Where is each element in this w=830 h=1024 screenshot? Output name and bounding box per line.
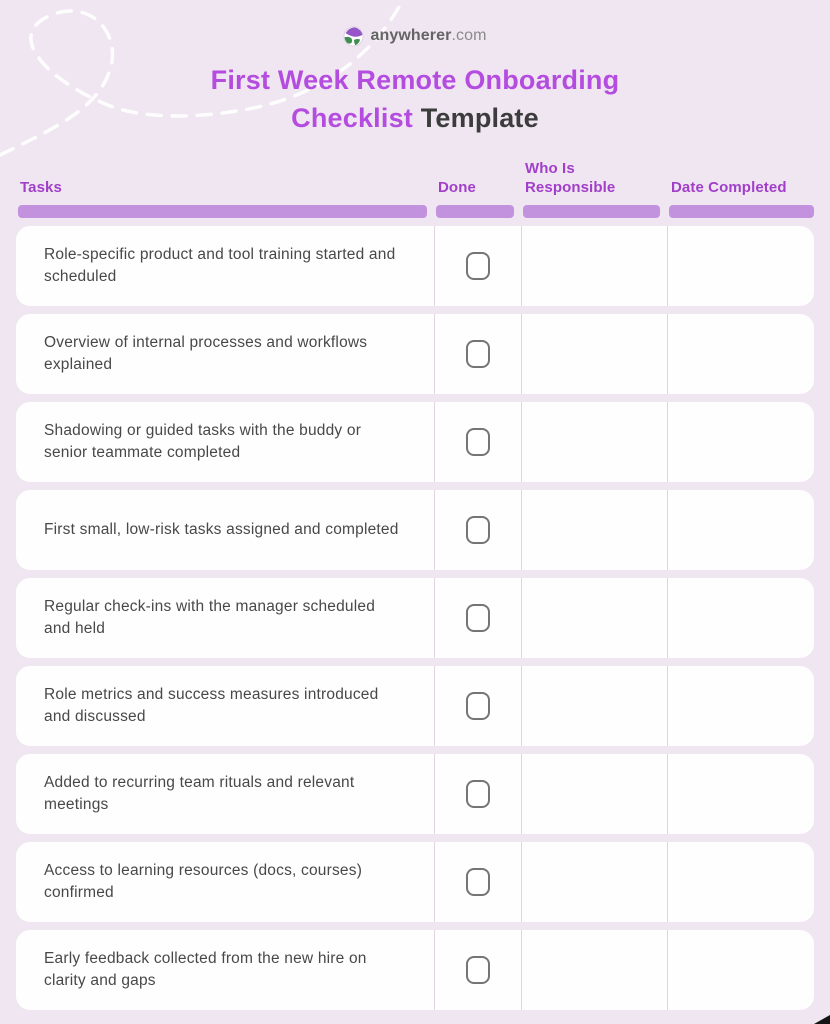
task-text: Role metrics and success measures introduced and discussed <box>44 686 379 725</box>
column-header-tasks: Tasks <box>16 159 434 218</box>
done-checkbox[interactable] <box>466 428 490 456</box>
header-bar <box>436 205 514 218</box>
brand-logo <box>0 0 830 49</box>
task-cell <box>16 402 434 482</box>
task-text: Overview of internal processes and workflows explained <box>44 334 368 373</box>
done-checkbox[interactable] <box>466 604 490 632</box>
header-bar <box>18 205 427 218</box>
done-checkbox[interactable] <box>466 868 490 896</box>
date-completed-cell[interactable] <box>667 754 814 834</box>
date-completed-cell[interactable] <box>667 226 814 306</box>
who-responsible-cell[interactable] <box>521 402 667 482</box>
done-checkbox[interactable] <box>466 956 490 984</box>
done-checkbox[interactable] <box>466 692 490 720</box>
task-text: Regular check-ins with the manager scheduled and held <box>44 598 376 637</box>
table-row <box>16 314 814 394</box>
task-text: First small, low-risk tasks assigned and completed <box>44 521 399 538</box>
checklist-table <box>16 159 814 1010</box>
table-row <box>16 402 814 482</box>
task-text: Access to learning resources (docs, courses) confirmed <box>44 862 363 901</box>
who-responsible-cell[interactable] <box>521 930 667 1010</box>
date-completed-cell[interactable] <box>667 842 814 922</box>
date-completed-cell[interactable] <box>667 402 814 482</box>
task-text: Role-specific product and tool training started and scheduled <box>44 246 396 285</box>
task-text: Early feedback collected from the new hire on clarity and gaps <box>44 950 367 989</box>
table-row <box>16 930 814 1010</box>
done-cell <box>434 842 521 922</box>
who-responsible-cell[interactable] <box>521 314 667 394</box>
who-responsible-cell[interactable] <box>521 226 667 306</box>
done-cell <box>434 666 521 746</box>
date-completed-cell[interactable] <box>667 930 814 1010</box>
done-cell <box>434 754 521 834</box>
task-cell <box>16 930 434 1010</box>
done-cell <box>434 226 521 306</box>
task-cell <box>16 226 434 306</box>
globe-icon <box>343 26 364 47</box>
task-cell <box>16 666 434 746</box>
header-bar <box>669 205 814 218</box>
done-cell <box>434 930 521 1010</box>
table-row <box>16 226 814 306</box>
table-header <box>16 159 814 218</box>
brand-name: anywherer.com <box>370 27 487 44</box>
task-text: Shadowing or guided tasks with the buddy or senior teammate completed <box>44 422 362 461</box>
done-checkbox[interactable] <box>466 252 490 280</box>
page-title-line2: Checklist Template <box>291 103 539 133</box>
task-text: Added to recurring team rituals and relevant meetings <box>44 774 355 813</box>
table-body <box>16 226 814 1010</box>
page-title-line1: First Week Remote Onboarding <box>210 65 620 95</box>
table-row <box>16 754 814 834</box>
task-cell <box>16 314 434 394</box>
corner-triangle-decoration <box>814 1015 830 1024</box>
who-responsible-cell[interactable] <box>521 842 667 922</box>
table-row <box>16 666 814 746</box>
column-header-date-completed: Date Completed <box>667 159 814 218</box>
date-completed-cell[interactable] <box>667 578 814 658</box>
table-row <box>16 578 814 658</box>
who-responsible-cell[interactable] <box>521 578 667 658</box>
column-header-who-is-responsible: Who Is Responsible <box>521 159 667 218</box>
done-checkbox[interactable] <box>466 516 490 544</box>
done-checkbox[interactable] <box>466 340 490 368</box>
table-row <box>16 490 814 570</box>
who-responsible-cell[interactable] <box>521 490 667 570</box>
task-cell <box>16 842 434 922</box>
page-title <box>0 61 830 137</box>
header-bar <box>523 205 660 218</box>
done-checkbox[interactable] <box>466 780 490 808</box>
done-cell <box>434 578 521 658</box>
done-cell <box>434 314 521 394</box>
task-cell <box>16 490 434 570</box>
who-responsible-cell[interactable] <box>521 754 667 834</box>
task-cell <box>16 578 434 658</box>
date-completed-cell[interactable] <box>667 666 814 746</box>
table-row <box>16 842 814 922</box>
column-header-done: Done <box>434 159 521 218</box>
done-cell <box>434 490 521 570</box>
who-responsible-cell[interactable] <box>521 666 667 746</box>
date-completed-cell[interactable] <box>667 314 814 394</box>
date-completed-cell[interactable] <box>667 490 814 570</box>
done-cell <box>434 402 521 482</box>
task-cell <box>16 754 434 834</box>
